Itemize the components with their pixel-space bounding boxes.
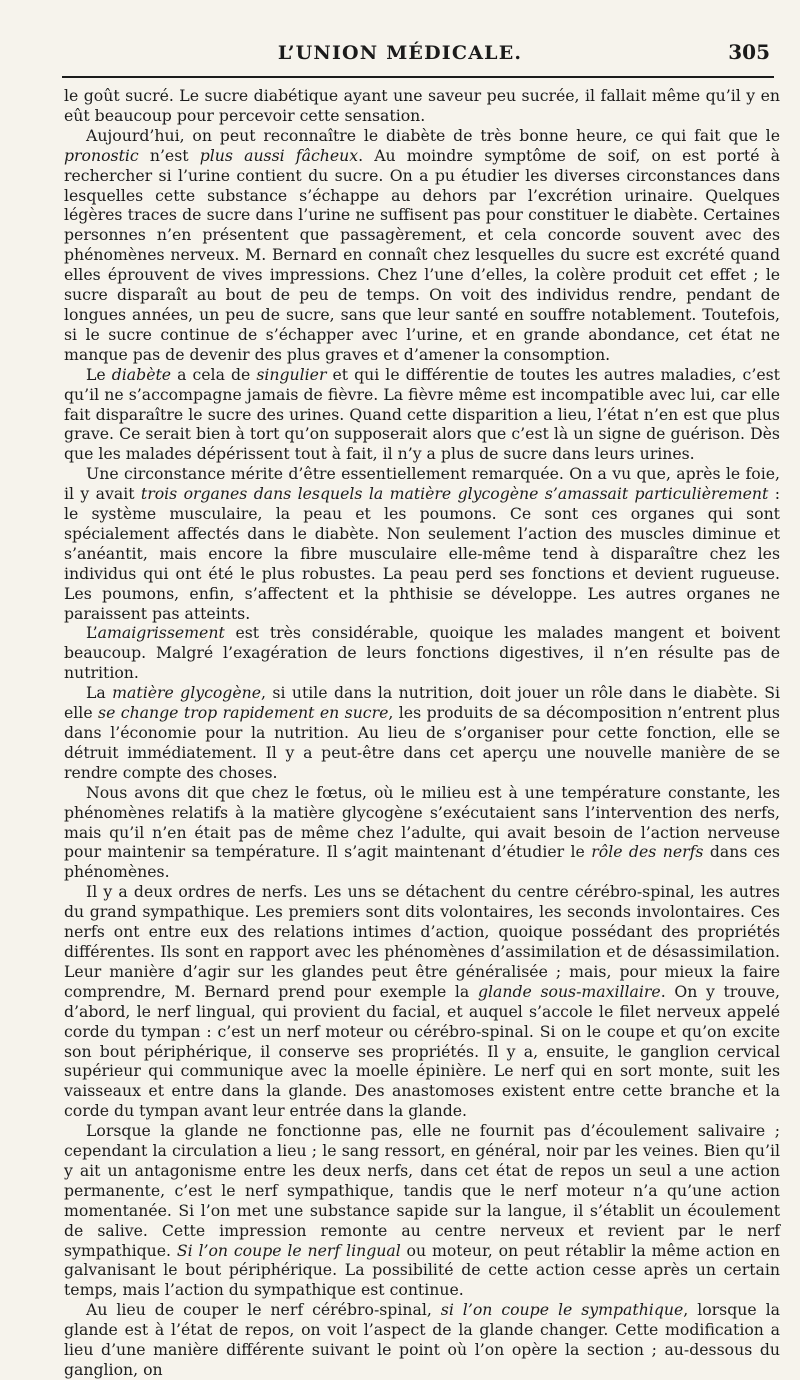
text-run: : le système musculaire, la peau et les poumons. Ce sont ces organes qui sont spécialement affectés dans le diabète. Non seulement l’action des muscles diminue et s’anéantit, mais encore la fibre musculaire elle-même tend à disparaître chez les individus qui ont été le plus robustes. La peau perd ses fonctions et devient rugueuse. Les poumons, enfin, s’affectent et la phthisie se développe. Les autres organes ne paraissent pas atteints. bbox=[64, 484, 780, 623]
text-run: Une circonstance mérite d’être essentiellement remarquée. On a vu que, après le foie, il y avait bbox=[64, 464, 780, 504]
text-run: Nous avons dit que chez le fœtus, où le milieu est à une température constante, les phénomènes relatifs à la matière glycogène s’exécutaient sans l’intervention des nerfs, mais qu’il n’en était pas de même chez l’adulte, qui avait besoin de l’action nerveuse pour maintenir sa température. Il s’agit maintenant d’étudier le bbox=[64, 782, 780, 862]
text-run: L’ bbox=[86, 623, 98, 643]
text-run: . Au moindre symptôme de soif, on est porté à rechercher si l’urine contient du sucre. On a pu étudier les diverses circonstances dans lesquelles cette substance s’échappe au dehors par l’excrétion urinaire. Quelques légères traces de sucre dans l’urine ne suffisent pas pour constituer le diabète. Certaines personnes n’en présentent que passagèrement, et cela concorde souvent avec des phénomènes nerveux. M. Bernard en connaît chez lesquelles du sucre est excrété quand elles éprouvent de vives impressions. Chez l’une d’elles, la colère produit cet effet ; le sucre disparaît au bout de peu de temps. On voit des individus rendre, pendant de longues années, un peu de sucre, sans que leur santé en souffre notablement. Toutefois, si le sucre continue de s’échapper avec l’urine, et en grande abondance, cet état ne manque pas de devenir des plus graves et d’amener la consomption. bbox=[64, 145, 780, 364]
italic-phrase: se change trop rapidement en sucre bbox=[98, 703, 389, 723]
italic-phrase: diabète bbox=[111, 364, 172, 384]
italic-phrase: amaigrissement bbox=[97, 623, 225, 643]
paragraph bbox=[64, 1121, 780, 1300]
running-title: L’UNION MÉDICALE. bbox=[277, 42, 523, 64]
text-run: , lorsque la glande est à l’état de repos, on voit l’aspect de la glande changer. Cette modification a lieu d’une manière différente suivant le point où l’on opère la section ; au-dessous du ganglion, on bbox=[64, 1300, 780, 1379]
text-run: La bbox=[86, 683, 113, 703]
italic-phrase: matière glycogène bbox=[112, 683, 262, 703]
text-run: Lorsque la glande ne fonctionne pas, elle ne fournit pas d’écoulement salivaire ; cependant la circulation a lieu ; le sang ressort, en général, noir par les veines. Bien qu’il y ait un antagonisme entre les deux nerfs, dans cet état de repos un seul a une action permanente, c’est le nerf sympathique, tandis que le nerf moteur n’a qu’une action momentanée. Si l’on met une substance sapide sur la langue, il s’établit un écoulement de salive. Cette impression remonte au centre nerveux et revient par le nerf sympathique. bbox=[64, 1121, 780, 1260]
italic-phrase: rôle des nerfs bbox=[591, 842, 704, 862]
header-rule bbox=[62, 76, 774, 78]
italic-phrase: si l’on coupe le sympathique bbox=[440, 1300, 684, 1320]
paragraph bbox=[64, 882, 780, 1121]
paragraph bbox=[64, 683, 780, 783]
text-run: et qui le différentie de toutes les autres maladies, c’est qu’il ne s’accompagne jamais de fièvre. La fièvre même est incompatible avec lui, car elle fait disparaître le sucre des urines. Quand cette disparition a lieu, l’état n’en est que plus grave. Ce serait bien à tort qu’on supposerait alors que c’est là un signe de guérison. Dès que les malades dépérissent tout à fait, il n’y a plus de sucre dans leurs urines. bbox=[64, 364, 780, 464]
text-run: a cela de bbox=[171, 364, 257, 384]
paragraph bbox=[64, 464, 780, 623]
italic-phrase: glande sous-maxillaire bbox=[477, 981, 661, 1001]
text-run: dans ces phénomènes. bbox=[64, 842, 780, 882]
italic-phrase: singulier bbox=[256, 364, 327, 384]
italic-phrase: Si l’on coupe le nerf lingual bbox=[176, 1240, 401, 1260]
italic-phrase: plus aussi fâcheux bbox=[199, 145, 359, 165]
page-header bbox=[0, 34, 800, 74]
text-run: n’est bbox=[138, 145, 200, 165]
paragraph bbox=[64, 86, 780, 126]
text-run: ou moteur, on peut rétablir la même action en galvanisant le bout périphérique. La possibilité de cette action cesse après un certain temps, mais l’action du sympathique est continue. bbox=[64, 1240, 780, 1300]
page-number: 305 bbox=[728, 40, 770, 64]
paragraph bbox=[64, 623, 780, 683]
paragraph bbox=[64, 1300, 780, 1380]
text-run: le goût sucré. Le sucre diabétique ayant une saveur peu sucrée, il fallait même qu’il y en eût beaucoup pour percevoir cette sensation. bbox=[64, 86, 780, 125]
text-run: , les produits de sa décomposition n’entrent plus dans l’économie pour la nutrition. Au lieu de s’organiser pour cette fonction, elle se détruit immédiatement. Il y a peut-être dans cet aperçu une nouvelle manière de se rendre compte des choses. bbox=[64, 703, 780, 782]
paragraph bbox=[64, 783, 780, 883]
text-run: Le bbox=[86, 364, 112, 384]
italic-phrase: pronostic bbox=[64, 145, 139, 165]
text-run: Il y a deux ordres de nerfs. Les uns se détachent du centre cérébro-spinal, les autres du grand sympathique. Les premiers sont dits volontaires, les seconds involontaires. Ces nerfs ont entre eux des relations intimes d’action, quoique possédant des propriétés différentes. Ils sont en rapport avec les phénomènes d’assimilation et de désassimilation. Leur manière d’agir sur les glandes peut être généralisée ; mais, pour mieux la faire comprendre, M. Bernard prend pour exemple la bbox=[64, 882, 780, 1001]
text-run: . On y trouve, d’abord, le nerf lingual, qui provient du facial, et auquel s’accole le filet nerveux appelé corde du tympan : c’est un nerf moteur ou cérébro-spinal. Si on le coupe et qu’on excite son bout périphérique, il conserve ses propriétés. Il y a, ensuite, le ganglion cervical supérieur qui communique avec la moelle épinière. Le nerf qui en sort monte, suit les vaisseaux et entre dans la glande. Des anastomoses existent entre cette branche et la corde du tympan avant leur entrée dans la glande. bbox=[64, 981, 780, 1121]
paragraph bbox=[64, 126, 780, 365]
text-run: Au lieu de couper le nerf cérébro-spinal, bbox=[86, 1300, 441, 1320]
italic-phrase: trois organes dans lesquels la matière glycogène s’amassait particulièrement bbox=[140, 484, 769, 504]
text-run: , si utile dans la nutrition, doit jouer un rôle dans le diabète. Si elle bbox=[64, 683, 780, 723]
body-text bbox=[64, 86, 780, 1380]
text-run: Aujourd’hui, on peut reconnaître le diabète de très bonne heure, ce qui fait que le bbox=[86, 125, 780, 145]
paragraph bbox=[64, 365, 780, 465]
text-run: est très considérable, quoique les malades mangent et boivent beaucoup. Malgré l’exagération de leurs fonctions digestives, il n’en résulte pas de nutrition. bbox=[64, 623, 780, 683]
